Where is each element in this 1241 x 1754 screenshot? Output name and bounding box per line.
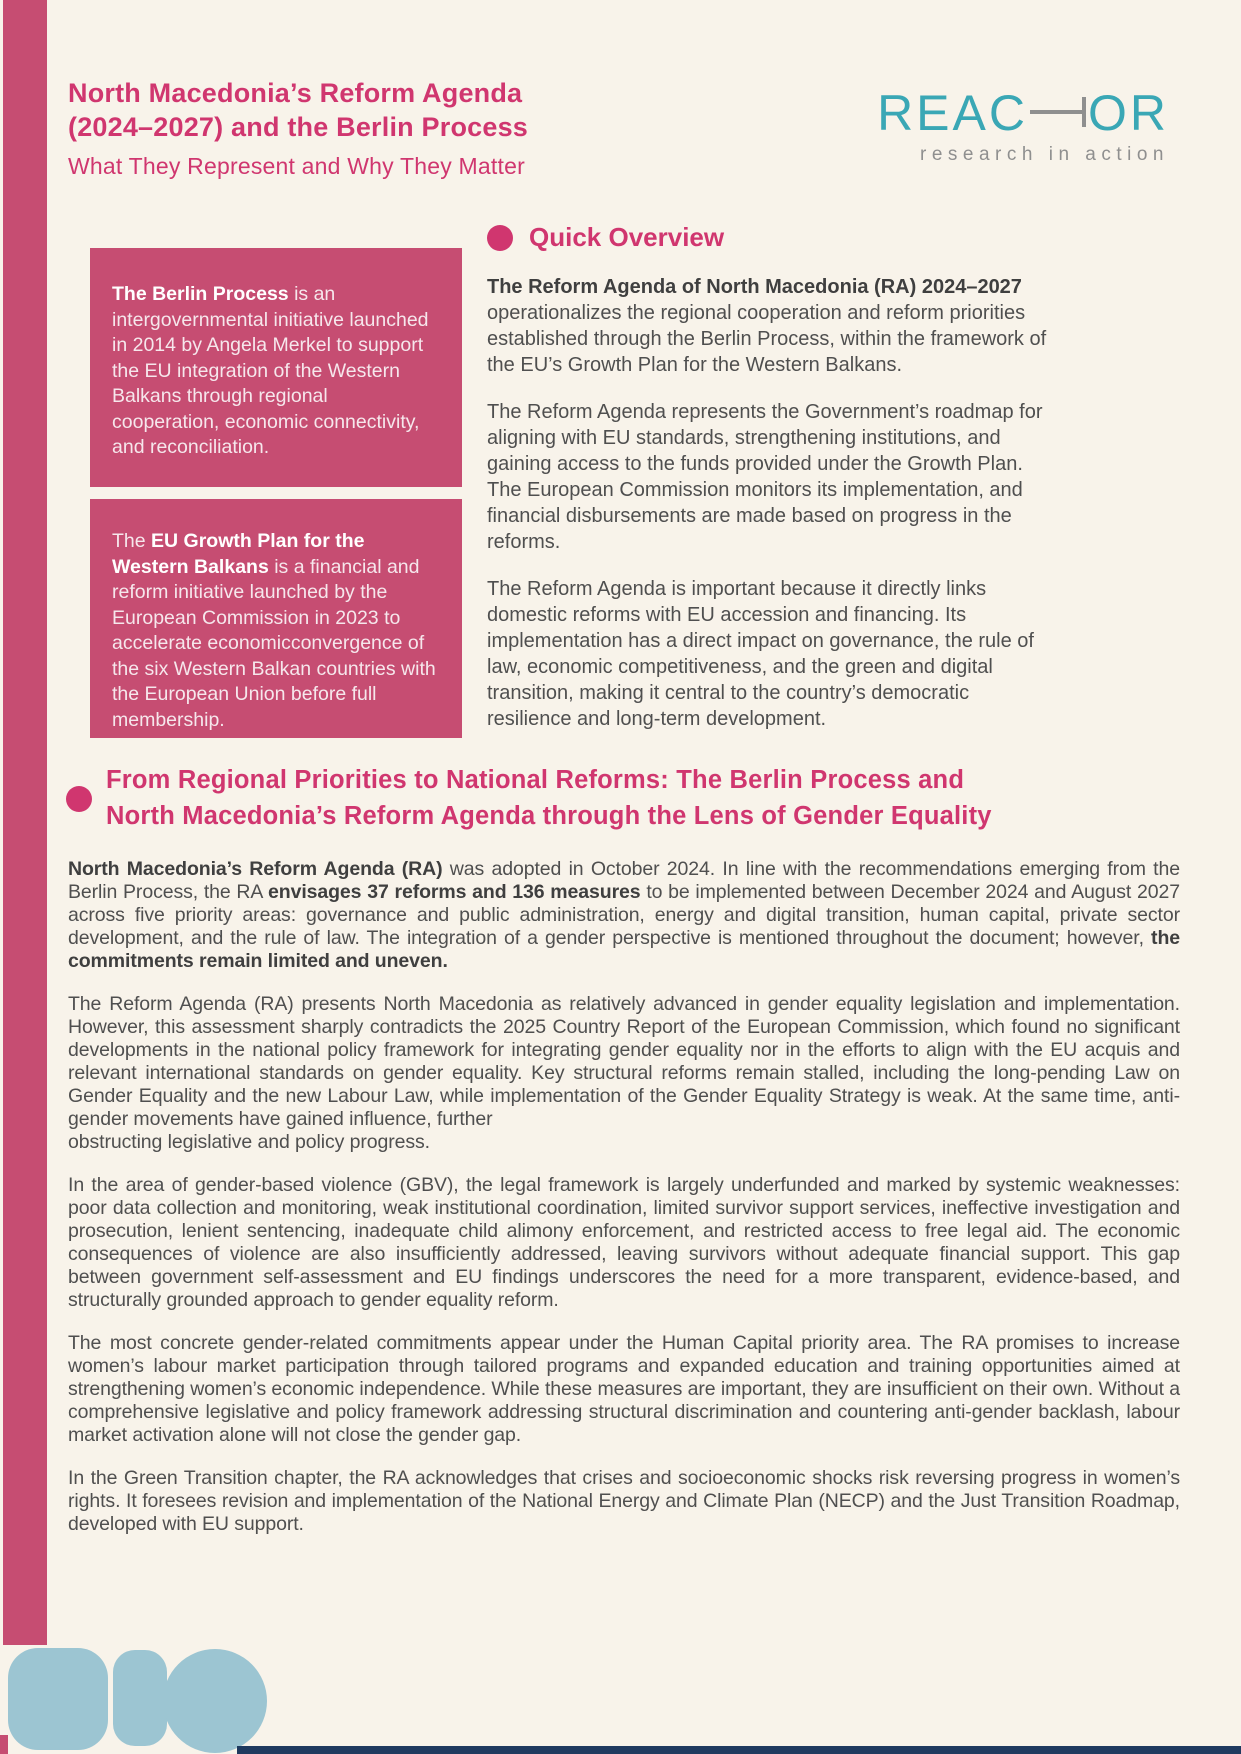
header [68,76,528,180]
decorative-rounded-square [8,1648,108,1750]
pink-corner-accent [0,1735,8,1754]
quick-overview-section [487,222,1057,732]
logo [877,84,1169,166]
body-paragraph: In the Green Transition chapter, the RA acknowledges that crises and socioeconomic shocks risk reversing progress in women’s rights. It foresees revision and implementation of the National Energy and Climate Plan (NECP) and the Just Transition Roadmap, developed with EU support. [68,1467,1180,1535]
logo-wordmark [877,84,1169,142]
decorative-pill [113,1650,167,1746]
logo-text-part1: REAC [877,85,1028,141]
left-accent-bar [3,0,47,1645]
section-heading-line2: North Macedonia’s Reform Agenda through the Lens of Gender Equality [106,802,992,830]
section-heading [106,762,992,834]
logo-text-part2: OR [1088,85,1169,141]
quick-overview-paragraph: The Reform Agenda represents the Government’s roadmap for aligning with EU standards, strengthening institutions, and gaining access to the funds provided under the Growth Plan. The European Commission monitors its implementation, and financial disbursements are made based on progress in the reforms. [487,401,1043,553]
quick-overview-header [487,222,1057,253]
section-heading-line1: From Regional Priorities to National Reforms: The Berlin Process and [106,766,965,794]
section-gender-equality-header [66,762,1076,834]
page-title [68,76,528,144]
decorative-circle [163,1649,267,1753]
body-paragraph: The most concrete gender-related commitments appear under the Human Capital priority area. The RA promises to increase women’s labour market participation through tailored programs and expanded education and training opportunities aimed at strengthening women’s economic independence. While these measures are important, they are insufficient on their own. Without a comprehensive legislative and policy framework addressing structural discrimination and countering anti-gender backlash, labour market activation alone will not close the gender gap. [68,1332,1180,1446]
body-paragraph: North Macedonia’s Reform Agenda (RA) was adopted in October 2024. In line with the recommendations emerging from the Berlin Process, the RA envisages 37 reforms and 136 measures to be implemented between December 2024 and August 2027 across five priority areas: governance and public administration, energy and digital transition, human capital, private sector development, and the rule of law. The integration of a gender perspective is mentioned throughout the document; however, the commitments remain limited and uneven. [68,858,1180,972]
quick-overview-paragraph: The Reform Agenda of North Macedonia (RA) 2024–2027 operationalizes the regional cooperation and reform priorities established through the Berlin Process, within the framework of the EU’s Growth Plan for the Western Balkans. [487,276,1047,376]
page-subtitle: What They Represent and Why They Matter [68,153,525,179]
page-title-line1: North Macedonia’s Reform Agenda [68,78,523,108]
infobox-berlin-process: The Berlin Process is an intergovernmental initiative launched in 2014 by Angela Merkel to support the EU integration of the Western Balkans through regional cooperation, economic connectivity, and reconciliation. [90,248,462,487]
bullet-circle-icon [487,225,513,251]
section-gender-equality-body [68,858,1180,1556]
page-title-line2: (2024–2027) and the Berlin Process [68,112,529,142]
quick-overview-heading: Quick Overview [529,222,725,252]
body-paragraph: The Reform Agenda (RA) presents North Macedonia as relatively advanced in gender equality legislation and implementation. However, this assessment sharply contradicts the 2025 Country Report of the European Commission, which found no significant developments in the national policy framework for integrating gender equality nor in the efforts to align with the EU acquis and relevant international standards on gender equality. Key structural reforms remain stalled, including the long-pending Law on Gender Equality and the new Labour Law, while implementation of the Gender Equality Strategy is weak. At the same time, anti-gender movements have gained influence, further obstructing legislative and policy progress. [68,993,1180,1153]
quick-overview-paragraph: The Reform Agenda is important because it directly links domestic reforms with EU accession and financing. Its implementation has a direct impact on governance, the rule of law, economic competitiveness, and the green and digital transition, making it central to the country’s democratic resilience and long-term development. [487,578,1034,730]
infobox-eu-growth-plan: The EU Growth Plan for the Western Balkans is a financial and reform initiative launched by the European Commission in 2023 to accelerate economicconvergence of the six Western Balkan countries with the European Union before full membership. [90,499,462,738]
logo-h-dash-icon [1030,94,1086,130]
bottom-navy-bar [237,1746,1241,1754]
logo-tagline: research in action [920,144,1169,165]
bullet-circle-icon [66,786,92,812]
body-paragraph: In the area of gender-based violence (GBV), the legal framework is largely underfunded and marked by systemic weaknesses: poor data collection and monitoring, weak institutional coordination, limited survivor support services, ineffective investigation and prosecution, lenient sentencing, inadequate child alimony enforcement, and restricted access to free legal aid. The economic consequences of violence are also insufficiently addressed, leaving survivors without adequate financial support. This gap between government self-assessment and EU findings underscores the need for a more transparent, evidence-based, and structurally grounded approach to gender equality reform. [68,1174,1180,1311]
